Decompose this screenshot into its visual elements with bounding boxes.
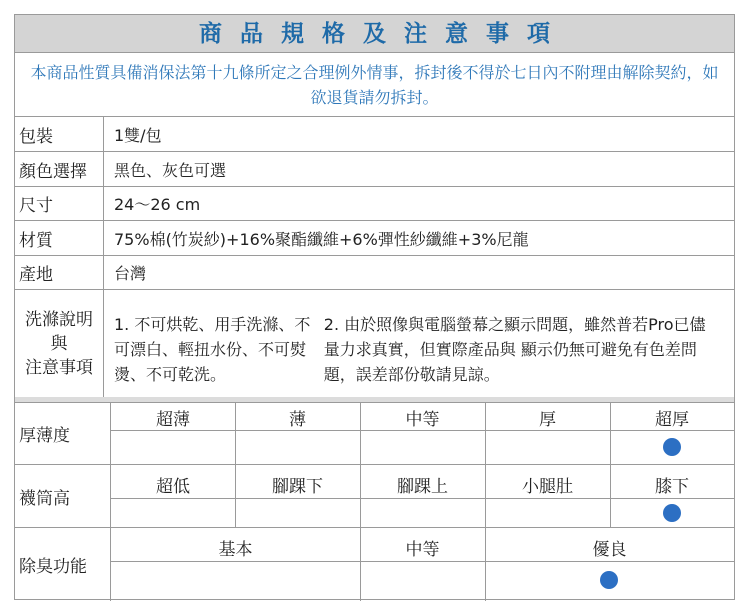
thickness-selected-dot bbox=[663, 438, 681, 456]
care-row bbox=[15, 290, 734, 397]
thickness-label: 厚薄度 bbox=[15, 403, 111, 464]
care-label bbox=[15, 290, 104, 397]
sock-height-option: 小腿肚 bbox=[522, 477, 573, 497]
sock-height-option: 腳踝上 bbox=[397, 477, 448, 497]
spec-value: 黑色、灰色可選 bbox=[114, 160, 227, 180]
care-text bbox=[104, 290, 734, 397]
thickness-option: 超薄 bbox=[156, 410, 190, 430]
spec-label: 產地 bbox=[15, 256, 104, 289]
sock-height-option: 膝下 bbox=[655, 477, 689, 497]
sock-height-label: 襪筒高 bbox=[15, 465, 111, 527]
deodorant-label: 除臭功能 bbox=[15, 528, 111, 601]
deodorant-grid bbox=[15, 528, 734, 601]
spec-label: 材質 bbox=[15, 221, 104, 255]
spec-label: 尺寸 bbox=[15, 187, 104, 220]
deodorant-option: 優良 bbox=[592, 540, 627, 560]
thickness-option: 薄 bbox=[289, 410, 306, 430]
deodorant-option: 中等 bbox=[405, 540, 440, 560]
return-policy-notice: 本商品性質具備消保法第十九條所定之合理例外情事，拆封後不得於七日內不附理由解除契約，如欲退貨請勿拆封。 bbox=[15, 53, 734, 117]
spec-row-origin bbox=[15, 256, 734, 290]
spec-label: 顏色選擇 bbox=[15, 152, 104, 186]
spec-row-color bbox=[15, 152, 734, 187]
care-item-2: 2. 由於照像與電腦螢幕之顯示問題，雖然普若Pro已儘量力求真實，但實際產品與 顯示仍無可避免有色差問題，誤差部份敬請見諒。 bbox=[323, 315, 706, 384]
sock-height-selected-dot bbox=[663, 504, 681, 522]
spec-row-material bbox=[15, 221, 734, 256]
spec-row-size bbox=[15, 187, 734, 221]
page-title: 商品規格及注意事項 bbox=[15, 15, 734, 53]
care-label-line: 與 bbox=[50, 333, 68, 354]
thickness-option: 中等 bbox=[405, 410, 440, 430]
care-label-line: 洗滌說明 bbox=[25, 309, 93, 330]
spec-sheet bbox=[14, 14, 735, 600]
spec-value: 台灣 bbox=[114, 264, 147, 283]
spec-label: 包裝 bbox=[15, 117, 104, 151]
sock-height-option: 腳踝下 bbox=[272, 477, 323, 497]
deodorant-option: 基本 bbox=[218, 540, 253, 560]
care-label-line: 注意事項 bbox=[25, 357, 93, 378]
sock-height-option: 超低 bbox=[156, 477, 190, 497]
spec-row-packaging bbox=[15, 117, 734, 152]
deodorant-selected-dot bbox=[600, 571, 618, 589]
thickness-grid bbox=[15, 403, 734, 465]
spec-value: 24～26 cm bbox=[114, 195, 201, 214]
thickness-option: 超厚 bbox=[655, 410, 689, 430]
spec-value: 1雙/包 bbox=[114, 125, 162, 145]
sock-height-grid bbox=[15, 465, 734, 528]
thickness-option: 厚 bbox=[539, 410, 556, 430]
spec-value: 75%棉(竹炭紗)+16%聚酯纖維+6%彈性紗纖維+3%尼龍 bbox=[114, 229, 529, 249]
care-item-1: 1. 不可烘乾、用手洗滌、不可漂白、輕扭水份、不可熨燙、不可乾洗。 bbox=[114, 315, 311, 384]
